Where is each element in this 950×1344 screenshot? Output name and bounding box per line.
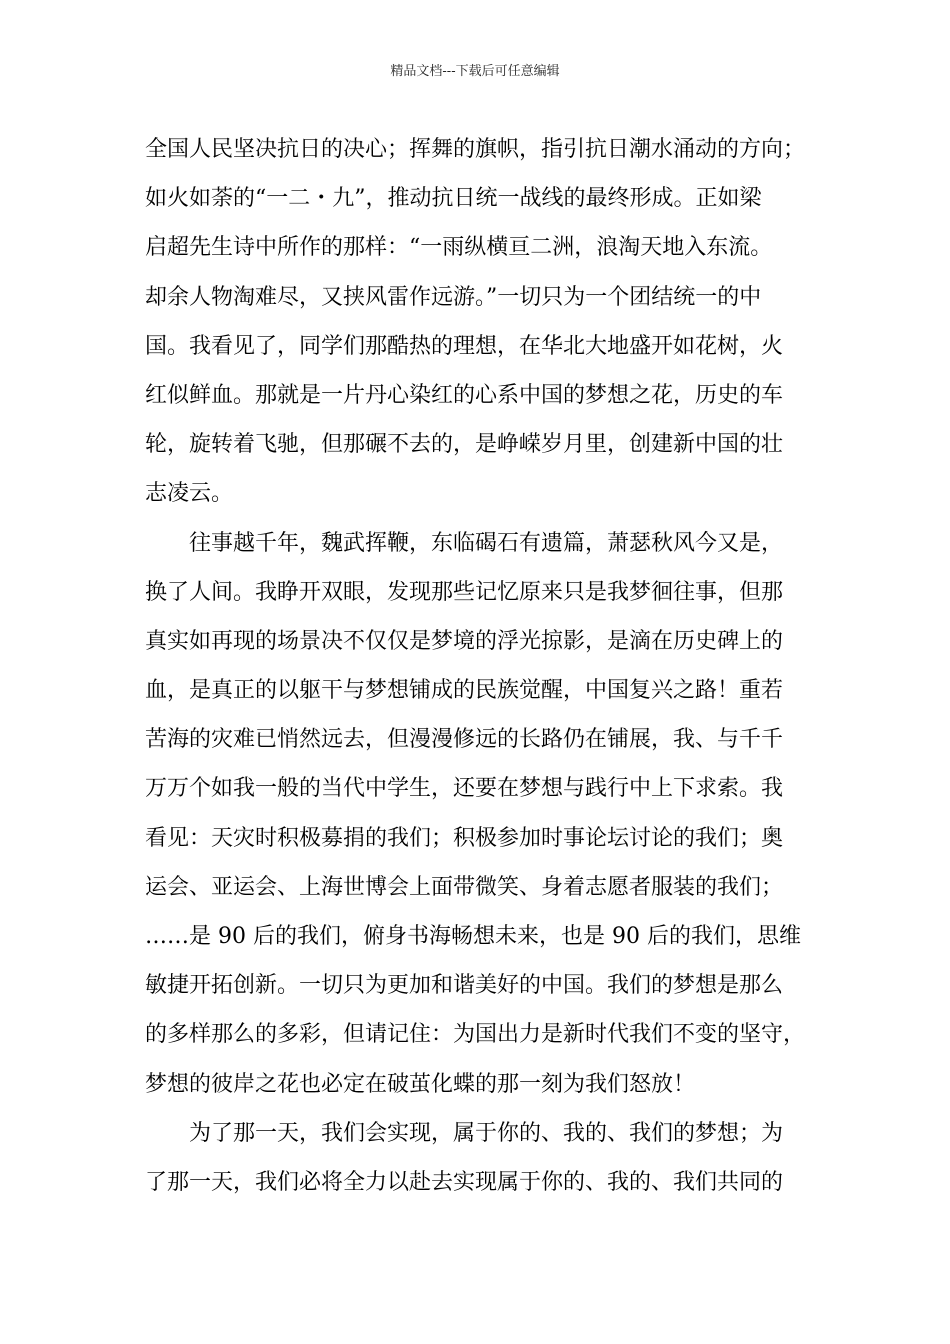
text-line: 全国人民坚决抗日的决心；挥舞的旗帜，指引抗日潮水涌动的方向； (145, 137, 806, 162)
text-line: 轮，旋转着飞驰，但那碾不去的，是峥嵘岁月里，创建新中国的壮 (145, 432, 784, 458)
text-line: 了那一天，我们必将全力以赴去实现属于你的、我的、我们共同的 (145, 1169, 784, 1195)
text-line: 志凌云。 (145, 481, 234, 507)
text-line: 换了人间。我睁开双眼，发现那些记忆原来只是我梦徊往事，但那 (145, 579, 784, 605)
text-line: 却余人物淘难尽，又挟风雷作远游。”一切只为一个团结统一的中 (145, 284, 762, 310)
document-body (145, 125, 815, 1207)
text-line: 看见：天灾时积极募捐的我们；积极参加时事论坛讨论的我们；奥 (145, 825, 784, 851)
text-line: 血，是真正的以躯干与梦想铺成的民族觉醒，中国复兴之路！重若 (145, 678, 784, 704)
text-line: 运会、亚运会、上海世博会上面带微笑、身着志愿者服装的我们； (145, 874, 784, 900)
text-line: 的多样那么的多彩，但请记住：为国出力是新时代我们不变的坚守， (145, 1022, 806, 1048)
paragraph-start-line: 往事越千年，魏武挥鞭，东临碣石有遗篇，萧瑟秋风今又是， (189, 530, 784, 556)
text-line: 万万个如我一般的当代中学生，还要在梦想与践行中上下求索。我 (145, 776, 784, 802)
page-header: 精品文档---下载后可任意编辑 (390, 64, 560, 79)
text-line: 梦想的彼岸之花也必定在破茧化蝶的那一刻为我们怒放！ (145, 1071, 696, 1097)
text-line: 红似鲜血。那就是一片丹心染红的心系中国的梦想之花，历史的车 (145, 382, 784, 408)
paragraph-start-line: 为了那一天，我们会实现，属于你的、我的、我们的梦想；为 (189, 1120, 784, 1146)
text-line: 启超先生诗中所作的那样：“一雨纵横亘二洲，浪淘天地入东流。 (145, 235, 773, 261)
text-line: 如火如荼的“一二・九”，推动抗日统一战线的最终形成。正如梁 (145, 186, 762, 212)
text-line: 国。我看见了，同学们那酷热的理想，在华北大地盛开如花树，火 (145, 333, 784, 359)
text-line: 敏捷开拓创新。一切只为更加和谐美好的中国。我们的梦想是那么 (145, 973, 784, 999)
text-line: ……是 90 后的我们，俯身书海畅想未来，也是 90 后的我们，思维 (145, 924, 801, 949)
text-line: 真实如再现的场景决不仅仅是梦境的浮光掠影，是滴在历史碑上的 (145, 628, 784, 654)
text-line: 苦海的灾难已悄然远去，但漫漫修远的长路仍在铺展，我、与千千 (145, 727, 784, 753)
